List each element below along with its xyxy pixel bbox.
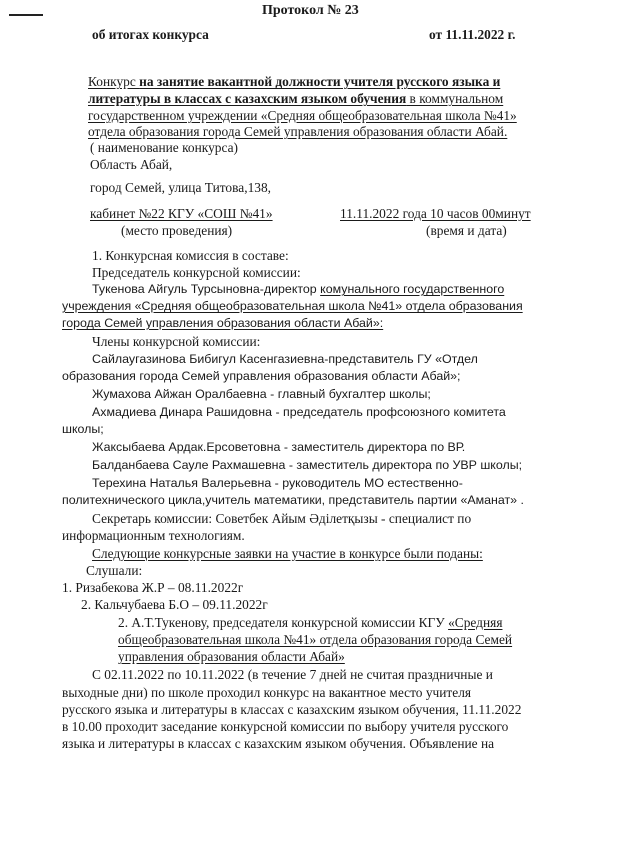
body-p10: Ахмадиева Динара Рашидовна - председатель профсоюзного комитета — [92, 405, 506, 419]
body-p12: Жаксыбаева Ардак.Ерсоветовна - заместитель директора по ВР. — [92, 440, 466, 454]
body-p3-a: Тукенова Айгуль Турсыновна-директор — [92, 282, 321, 296]
protocol-title: Протокол № 23 — [262, 3, 359, 18]
intro-line-3: государственном учреждении «Средняя общеобразовательная школа №41» — [88, 108, 517, 123]
body-p13: Балданбаева Сауле Рахмашевна - заместитель директора по УВР школы; — [92, 458, 523, 472]
intro-line-2 — [88, 90, 503, 107]
intro-l2-a: литературы в классах с казахским языком обучения — [88, 91, 407, 106]
meeting-time: 11.11.2022 года 10 часов 00минут — [340, 206, 531, 221]
body-p2: Председатель конкурсной комиссии: — [92, 265, 301, 280]
body-p9: Жумахова Айжан Оралбаевна - главный бухгалтер школы; — [92, 387, 431, 401]
body-p24: управления образования области Абай» — [118, 649, 345, 664]
protocol-date: от 11.11.2022 г. — [429, 27, 516, 42]
body-p23: общеобразовательная школа №41» отдела образования города Семей — [118, 632, 513, 647]
protocol-subtitle: об итогах конкурса — [92, 27, 209, 42]
body-p19: Слушали: — [86, 563, 143, 578]
intro-line-1 — [88, 73, 500, 90]
body-p17: информационным технологиям. — [62, 528, 245, 543]
body-p18: Следующие конкурсные заявки на участие в конкурсе были поданы: — [92, 546, 483, 561]
intro-l1-c: учителя русского языка и — [340, 74, 501, 89]
body-p1: 1. Конкурсная комиссия в составе: — [92, 248, 289, 263]
body-p3 — [92, 281, 504, 298]
intro-l2-b: в коммунальном — [406, 91, 504, 106]
body-p14: Терехина Наталья Валерьевна - руководитель МО естественно- — [92, 476, 463, 490]
body-p3-b: комунального государственного — [320, 282, 505, 296]
body-p4: учреждения «Средняя общеобразовательная школа №41» отдела образования — [62, 299, 523, 313]
intro-region: Область Абай, — [90, 157, 173, 172]
intro-caption: ( наименование конкурса) — [90, 140, 238, 155]
body-p25: С 02.11.2022 по 10.11.2022 (в течение 7 дней не считая праздничные и — [92, 667, 493, 682]
intro-line-4: отдела образования города Семей управления образования области Абай. — [88, 124, 508, 139]
body-p6: Члены конкурсной комиссии: — [92, 334, 261, 349]
intro-l1-a: Конкурс — [88, 74, 140, 89]
body-p27: русского языка и литературы в классах с казахским языком обучения, 11.11.2022 — [62, 702, 522, 717]
body-p16: Секретарь комиссии: Советбек Айым Әділетқызы - специалист по — [92, 511, 472, 526]
body-p26: выходные дни) по школе проходил конкурс на вакантное место учителя — [62, 685, 472, 700]
meeting-place-label: (место проведения) — [121, 223, 233, 238]
body-p15: политехнического цикла,учитель математики, представитель партии «Аманат» . — [62, 493, 524, 507]
body-p22-a: 2. А.Т.Тукенову, председателя конкурсной комиссии КГУ — [118, 615, 449, 630]
body-p11: школы; — [62, 422, 104, 436]
margin-mark — [9, 14, 43, 16]
intro-l1-b: на занятие вакантной должности — [139, 74, 341, 89]
body-p7: Сайлаугазинова Бибигул Касенгазиевна-представитель ГУ «Отдел — [92, 352, 478, 366]
intro-address: город Семей, улица Титова,138, — [90, 180, 272, 195]
meeting-place: кабинет №22 КГУ «СОШ №41» — [90, 206, 273, 221]
body-p22-b: «Средняя — [448, 615, 503, 630]
body-p5: города Семей управления образования области Абай»: — [62, 316, 384, 330]
body-p29: языка и литературы в классах с казахским языком обучения. Объявление на — [62, 736, 495, 751]
body-p28: в 10.00 проходит заседание конкурсной комиссии по выбору учителя русского — [62, 719, 509, 734]
meeting-time-label: (время и дата) — [426, 223, 507, 238]
applicant-1: 1. Ризабекова Ж.Р – 08.11.2022г — [62, 580, 244, 595]
body-p22 — [118, 614, 502, 631]
body-p8: образования города Семей управления образования области Абай»; — [62, 369, 461, 383]
applicant-2: 2. Кальчубаева Б.О – 09.11.2022г — [81, 597, 268, 612]
